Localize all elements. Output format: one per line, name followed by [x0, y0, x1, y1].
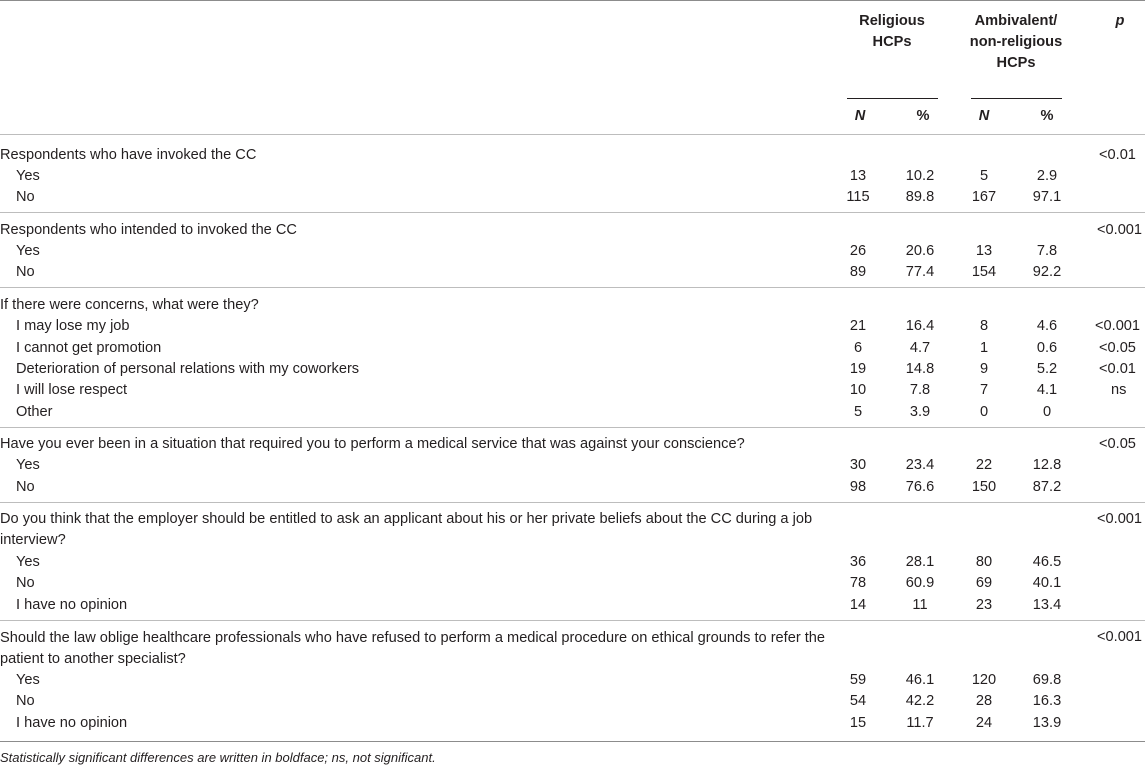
- section-divider: [0, 287, 1145, 288]
- header-religious: Religious HCPs: [859, 13, 925, 50]
- section-question: Have you ever been in a situation that required you to perform a medical service that was against your conscience?: [0, 436, 745, 452]
- table-footnote: Statistically significant differences are written in boldface; ns, not significant.: [0, 750, 436, 765]
- header-ambivalent-pct: %: [1040, 108, 1054, 124]
- section-divider: [0, 212, 1145, 213]
- table-bottom-rule: [0, 741, 1145, 742]
- section-p: <0.001: [1097, 629, 1143, 645]
- section-question: Should the law oblige healthcare professionals who have refused to perform a medical procedure on ethical grounds to refer the patient to another specialist?: [0, 630, 826, 667]
- ambivalent-underline: [971, 98, 1062, 99]
- section-divider: [0, 427, 1145, 428]
- table-top-rule: [0, 0, 1145, 1]
- section-divider: [0, 620, 1145, 621]
- header-religious-pct: %: [916, 108, 930, 124]
- section-question: If there were concerns, what were they?: [0, 297, 259, 313]
- header-rule: [0, 134, 1145, 135]
- header-p: p: [1115, 13, 1125, 29]
- section-p: <0.001: [1097, 222, 1143, 238]
- section-p: <0.001: [1097, 511, 1143, 527]
- religious-underline: [847, 98, 938, 99]
- section-p: <0.01: [1099, 147, 1136, 163]
- header-religious-n: N: [854, 108, 866, 124]
- section-question: Respondents who have invoked the CC: [0, 147, 257, 163]
- header-ambivalent: Ambivalent/ non-religious HCPs: [969, 13, 1063, 71]
- section-question: Do you think that the employer should be entitled to ask an applicant about his or her private beliefs about the CC during a job interview?: [0, 511, 813, 548]
- section-question: Respondents who intended to invoked the CC: [0, 222, 297, 238]
- section-divider: [0, 502, 1145, 503]
- header-ambivalent-n: N: [978, 108, 990, 124]
- section-p: <0.05: [1099, 436, 1136, 452]
